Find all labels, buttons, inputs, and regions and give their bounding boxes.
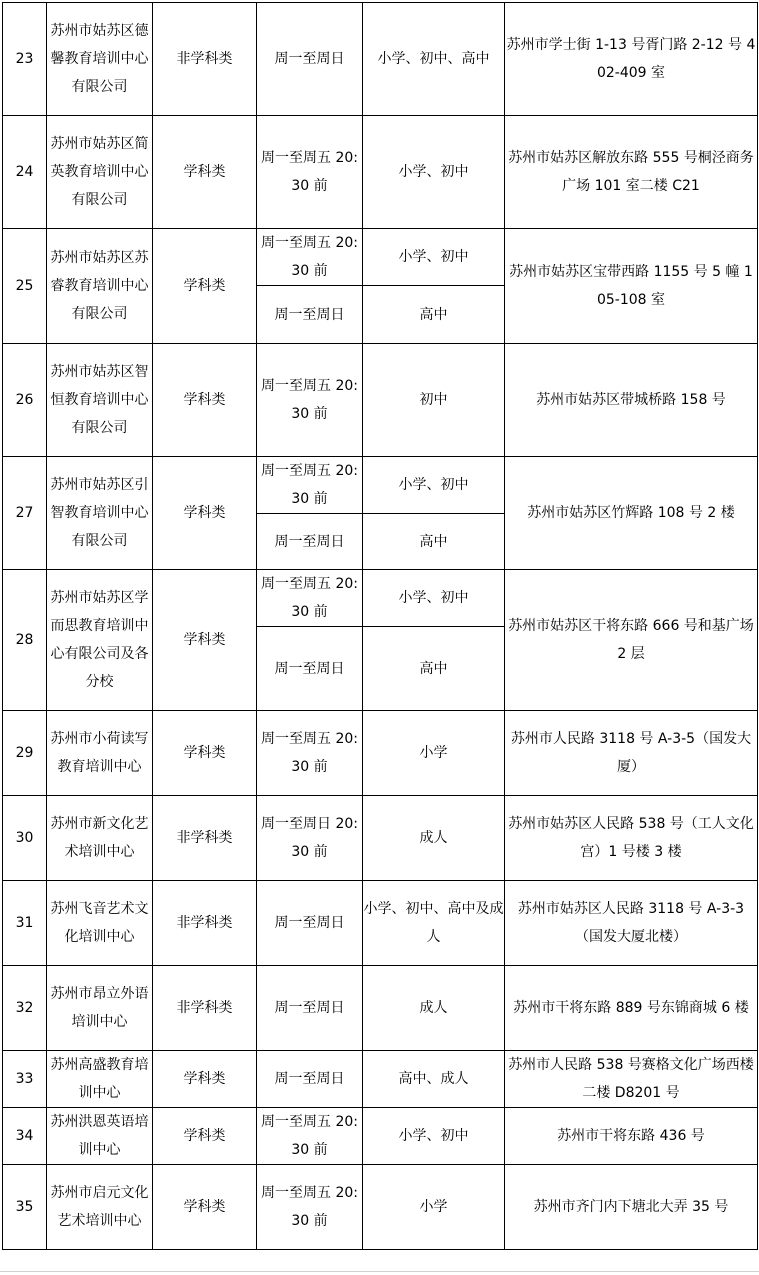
institution-name: 苏州高盛教育培训中心 [47,1051,153,1108]
institution-name: 苏州市姑苏区简英教育培训中心有限公司 [47,116,153,229]
row-number: 30 [3,796,47,881]
row-number: 33 [3,1051,47,1108]
address-cell: 苏州市姑苏区解放东路 555 号桐泾商务广场 101 室二楼 C21 [505,116,758,229]
schedule-time: 周一至周五 20:30 前 [257,229,363,286]
row-number: 24 [3,116,47,229]
row-number: 32 [3,966,47,1051]
address-cell: 苏州市干将东路 889 号东锦商城 6 楼 [505,966,758,1051]
category-cell: 非学科类 [153,881,257,966]
school-level: 初中 [363,344,505,457]
institution-name: 苏州市姑苏区学而思教育培训中心有限公司及各分校 [47,570,153,711]
schedule-time: 周一至周日 [257,286,363,344]
address-cell: 苏州市学士街 1-13 号胥门路 2-12 号 402-409 室 [505,3,758,116]
institution-name: 苏州市姑苏区智恒教育培训中心有限公司 [47,344,153,457]
school-level: 小学、初中 [363,1108,505,1165]
schedule-time: 周一至周五 20:30 前 [257,1165,363,1250]
schedule-time: 周一至周五 20:30 前 [257,711,363,796]
schedule-time: 周一至周日 20:30 前 [257,796,363,881]
table-row [3,3,758,116]
institution-name: 苏州飞音艺术文化培训中心 [47,881,153,966]
row-number: 27 [3,457,47,570]
category-cell: 学科类 [153,1165,257,1250]
institution-name: 苏州市姑苏区苏睿教育培训中心有限公司 [47,229,153,344]
table-row [3,1108,758,1165]
institution-name: 苏州市姑苏区德馨教育培训中心有限公司 [47,3,153,116]
category-cell: 学科类 [153,457,257,570]
table-row [3,570,758,627]
school-level: 小学、初中 [363,457,505,514]
school-level: 小学 [363,711,505,796]
address-cell: 苏州市干将东路 436 号 [505,1108,758,1165]
category-cell: 学科类 [153,1108,257,1165]
category-cell: 非学科类 [153,966,257,1051]
address-cell: 苏州市姑苏区宝带西路 1155 号 5 幢 105-108 室 [505,229,758,344]
school-level: 高中 [363,286,505,344]
institution-name: 苏州市新文化艺术培训中心 [47,796,153,881]
school-level: 小学、初中、高中 [363,3,505,116]
table-row [3,457,758,514]
table-row [3,711,758,796]
institution-table [2,2,758,1250]
schedule-time: 周一至周日 [257,881,363,966]
schedule-time: 周一至周日 [257,1051,363,1108]
schedule-time: 周一至周日 [257,3,363,116]
schedule-time: 周一至周五 20:30 前 [257,116,363,229]
institution-name: 苏州市昂立外语培训中心 [47,966,153,1051]
row-number: 31 [3,881,47,966]
category-cell: 非学科类 [153,3,257,116]
institution-name: 苏州洪恩英语培训中心 [47,1108,153,1165]
address-cell: 苏州市姑苏区带城桥路 158 号 [505,344,758,457]
school-level: 小学、初中 [363,116,505,229]
school-level: 高中 [363,627,505,711]
category-cell: 学科类 [153,116,257,229]
table-row [3,229,758,286]
category-cell: 学科类 [153,711,257,796]
school-level: 小学、初中、高中及成人 [363,881,505,966]
address-cell: 苏州市姑苏区干将东路 666 号和基广场 2 层 [505,570,758,711]
address-cell: 苏州市人民路 538 号赛格文化广场西楼二楼 D8201 号 [505,1051,758,1108]
institution-name: 苏州市小荷读写教育培训中心 [47,711,153,796]
table-row [3,116,758,229]
schedule-time: 周一至周五 20:30 前 [257,570,363,627]
table-row [3,966,758,1051]
row-number: 34 [3,1108,47,1165]
table-row [3,881,758,966]
schedule-time: 周一至周日 [257,514,363,570]
table-row [3,344,758,457]
institution-name: 苏州市姑苏区引智教育培训中心有限公司 [47,457,153,570]
school-level: 高中 [363,514,505,570]
category-cell: 非学科类 [153,796,257,881]
school-level: 成人 [363,966,505,1051]
row-number: 26 [3,344,47,457]
address-cell: 苏州市齐门内下塘北大弄 35 号 [505,1165,758,1250]
row-number: 23 [3,3,47,116]
school-level: 小学、初中 [363,229,505,286]
institution-name: 苏州市启元文化艺术培训中心 [47,1165,153,1250]
row-number: 29 [3,711,47,796]
schedule-time: 周一至周日 [257,627,363,711]
category-cell: 学科类 [153,344,257,457]
category-cell: 学科类 [153,1051,257,1108]
school-level: 成人 [363,796,505,881]
table-row [3,1165,758,1250]
table-row [3,1051,758,1108]
row-number: 28 [3,570,47,711]
row-number: 25 [3,229,47,344]
page-bottom-divider [0,1271,759,1272]
category-cell: 学科类 [153,229,257,344]
table-row [3,796,758,881]
schedule-time: 周一至周五 20:30 前 [257,1108,363,1165]
school-level: 小学、初中 [363,570,505,627]
category-cell: 学科类 [153,570,257,711]
address-cell: 苏州市姑苏区人民路 538 号（工人文化宫）1 号楼 3 楼 [505,796,758,881]
schedule-time: 周一至周五 20:30 前 [257,457,363,514]
school-level: 小学 [363,1165,505,1250]
address-cell: 苏州市人民路 3118 号 A-3-5（国发大厦） [505,711,758,796]
school-level: 高中、成人 [363,1051,505,1108]
schedule-time: 周一至周五 20:30 前 [257,344,363,457]
schedule-time: 周一至周日 [257,966,363,1051]
institution-table-body [3,3,758,1250]
address-cell: 苏州市姑苏区竹辉路 108 号 2 楼 [505,457,758,570]
address-cell: 苏州市姑苏区人民路 3118 号 A-3-3（国发大厦北楼） [505,881,758,966]
row-number: 35 [3,1165,47,1250]
